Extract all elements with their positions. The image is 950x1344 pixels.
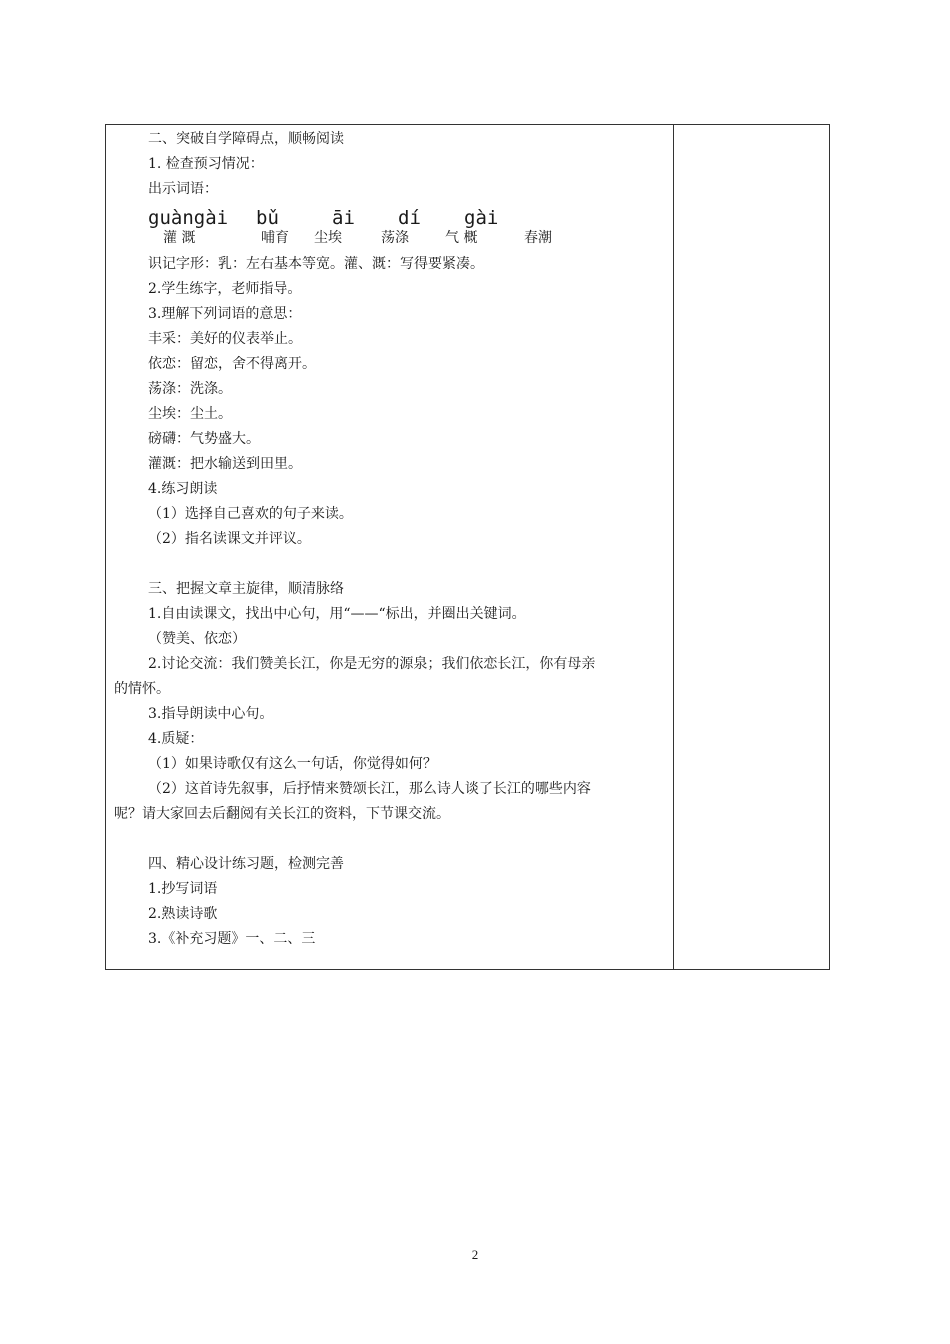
text-line: （2）这首诗先叙事，后抒情来赞颂长江，那么诗人谈了长江的哪些内容 bbox=[148, 781, 591, 797]
pinyin-ai: āi bbox=[332, 207, 355, 229]
vocab-word: 灌 溉 bbox=[163, 230, 196, 246]
text-line: 依恋：留恋，舍不得离开。 bbox=[148, 356, 316, 372]
text-line: 识记字形：乳：左右基本等宽。灌、溉：写得要紧凑。 bbox=[148, 256, 484, 272]
text-line: 尘埃：尘土。 bbox=[148, 406, 232, 422]
vocab-word: 尘埃 bbox=[314, 230, 342, 246]
text-line: 出示词语： bbox=[148, 181, 218, 197]
text-line: 磅礴：气势盛大。 bbox=[148, 431, 260, 447]
vocab-word: 荡涤 bbox=[381, 230, 409, 246]
text-line: 灌溉：把水输送到田里。 bbox=[148, 456, 302, 472]
text-line: 呢？请大家回去后翻阅有关长江的资料，下节课交流。 bbox=[114, 806, 450, 822]
text-line: 荡涤：洗涤。 bbox=[148, 381, 232, 397]
text-line: 1.自由读课文，找出中心句，用“——“标出，并圈出关键词。 bbox=[148, 606, 526, 622]
text-line: 2.学生练字，老师指导。 bbox=[148, 281, 302, 297]
text-line: 丰采：美好的仪表举止。 bbox=[148, 331, 302, 347]
text-line: 3.《补充习题》一、二、三 bbox=[148, 931, 316, 947]
lesson-table bbox=[105, 124, 830, 970]
page-number: 2 bbox=[471, 1247, 479, 1262]
text-line: 2.讨论交流：我们赞美长江，你是无穷的源泉；我们依恋长江，你有母亲 bbox=[148, 656, 596, 672]
section-heading-2: 二、突破自学障碍点，顺畅阅读 bbox=[148, 131, 344, 147]
vocab-word: 春潮 bbox=[524, 230, 552, 246]
pinyin-di: dí bbox=[398, 207, 421, 229]
text-line: 3.指导朗读中心句。 bbox=[148, 706, 274, 722]
text-line: 4.质疑： bbox=[148, 731, 204, 747]
pinyin-gai: gài bbox=[464, 207, 499, 229]
section-heading-4: 四、精心设计练习题，检测完善 bbox=[148, 856, 344, 872]
text-line: （1）如果诗歌仅有这么一句话，你觉得如何？ bbox=[148, 756, 437, 772]
pinyin-guangai: guàngài bbox=[148, 207, 229, 229]
text-line: 1. 检查预习情况： bbox=[148, 156, 264, 172]
section-heading-3: 三、把握文章主旋律，顺清脉络 bbox=[148, 581, 344, 597]
text-line: 4.练习朗读 bbox=[148, 481, 218, 497]
vocab-word: 哺育 bbox=[261, 230, 289, 246]
lesson-content-cell bbox=[106, 125, 672, 969]
vocab-word: 气 概 bbox=[445, 230, 478, 246]
text-line: （2）指名读课文并评议。 bbox=[148, 531, 311, 547]
text-line: （赞美、依恋） bbox=[148, 631, 246, 647]
column-divider bbox=[673, 125, 674, 969]
text-line: 1.抄写词语 bbox=[148, 881, 218, 897]
text-line: 3.理解下列词语的意思： bbox=[148, 306, 302, 322]
pinyin-bu: bǔ bbox=[256, 207, 279, 229]
text-line: 的情怀。 bbox=[114, 681, 170, 697]
text-line: （1）选择自己喜欢的句子来读。 bbox=[148, 506, 353, 522]
text-line: 2.熟读诗歌 bbox=[148, 906, 218, 922]
